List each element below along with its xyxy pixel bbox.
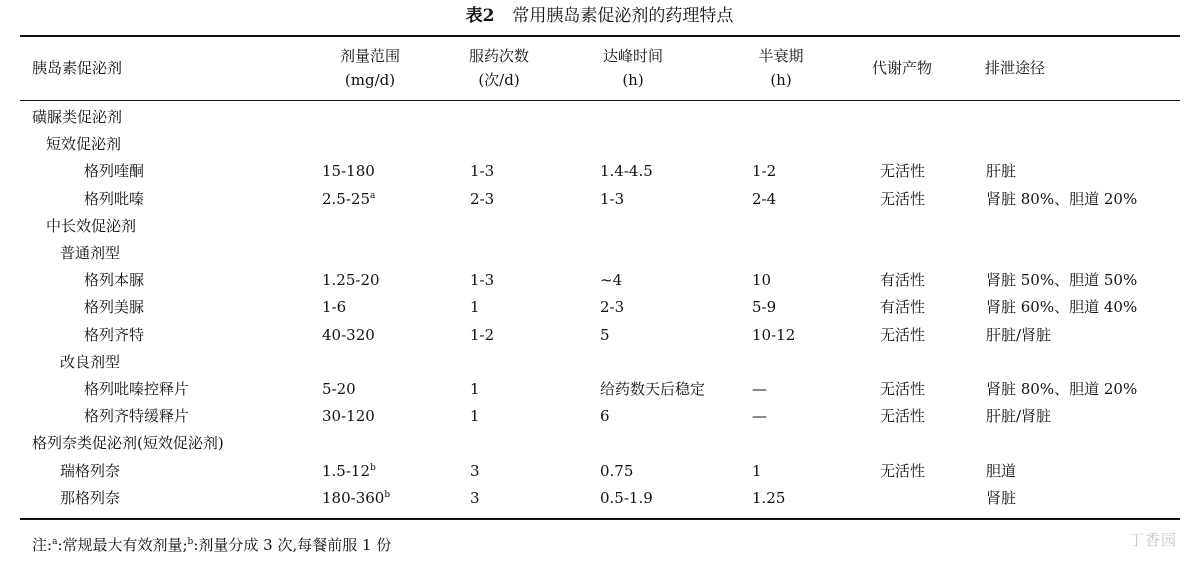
drug-name: 那格列奈: [60, 488, 121, 507]
header-rule: [20, 100, 1180, 101]
category-label: 格列奈类促泌剂(短效促泌剂): [32, 434, 224, 453]
cell-metabolite: 无活性: [880, 461, 926, 480]
cell-dose: 15-180: [322, 162, 375, 181]
cell-frequency: 2-3: [470, 189, 495, 208]
cell-half-life: —: [752, 380, 767, 398]
cell-dose: 180-360$^b$: [322, 488, 391, 507]
cell-half-life: 10-12: [752, 325, 796, 344]
cell-metabolite: 无活性: [880, 380, 926, 398]
cell-half-life: —: [752, 407, 767, 426]
footnote-marker: b: [370, 462, 376, 473]
col-header-drug: 胰岛素促泌剂: [32, 59, 123, 77]
cell-metabolite: 无活性: [880, 325, 926, 344]
cell-dose: 2.5-25$^a$: [322, 189, 376, 208]
cell-excretion: 肝脏/肾脏: [986, 407, 1052, 426]
drug-name: 格列本脲: [84, 271, 145, 290]
cell-frequency: 1-2: [470, 325, 495, 344]
cell-excretion: 肾脏 80%、胆道 20%: [986, 189, 1138, 208]
drug-name: 格列喹酮: [84, 162, 145, 181]
cell-dose: 1.5-12$^b$: [322, 461, 376, 480]
cell-peak-time: 给药数天后稳定: [600, 380, 706, 398]
cell-excretion: 肝脏/肾脏: [986, 325, 1052, 344]
cell-dose: 5-20: [322, 380, 356, 398]
bottom-rule: [20, 518, 1180, 520]
cell-frequency: 1-3: [470, 271, 495, 290]
cell-frequency: 1: [470, 380, 480, 398]
drug-name: 格列齐特: [84, 325, 145, 344]
cell-dose: 30-120: [322, 407, 375, 426]
cell-excretion: 肝脏: [986, 162, 1017, 181]
cell-peak-time: 0.75: [600, 461, 634, 480]
drug-name: 格列吡嗪控释片: [84, 380, 190, 398]
col-header-frequency: 服药次数 (次/d): [468, 47, 529, 89]
cell-excretion: 肾脏: [986, 488, 1017, 507]
drug-name: 格列美脲: [84, 298, 145, 317]
table-caption: 常用胰岛素促泌剂的药理特点: [512, 6, 734, 26]
cell-peak-time: 0.5-1.9: [600, 488, 653, 507]
cell-half-life: 1: [752, 461, 762, 480]
cell-metabolite: 无活性: [880, 407, 926, 426]
cell-excretion: 肾脏 60%、胆道 40%: [986, 298, 1138, 317]
cell-peak-time: ~4: [600, 271, 623, 290]
col-header-peak-time: 达峰时间 (h): [602, 47, 663, 89]
cell-frequency: 1-3: [470, 162, 495, 181]
footnote-marker: b: [384, 489, 391, 500]
cell-peak-time: 1.4-4.5: [600, 162, 653, 181]
cell-excretion: 胆道: [986, 461, 1017, 480]
category-label: 短效促泌剂: [46, 135, 122, 154]
cell-excretion: 肾脏 80%、胆道 20%: [986, 380, 1138, 398]
col-header-dose: 剂量范围 (mg/d): [339, 47, 400, 89]
cell-frequency: 3: [470, 488, 480, 507]
cell-peak-time: 1-3: [600, 189, 625, 208]
cell-metabolite: 无活性: [880, 162, 926, 181]
cell-metabolite: 有活性: [880, 298, 926, 317]
category-label: 磺脲类促泌剂: [32, 108, 123, 126]
table-footnote: 注:$^a$:常规最大有效剂量;$^b$:剂量分成 3 次,每餐前服 1 份: [32, 536, 392, 554]
col-header-half-life: 半衰期 (h): [758, 47, 804, 89]
drug-name: 格列齐特缓释片: [84, 407, 190, 426]
table-title: [0, 4, 1199, 28]
cell-half-life: 5-9: [752, 298, 777, 317]
col-header-metabolite: 代谢产物: [872, 59, 933, 77]
cell-peak-time: 5: [600, 325, 610, 344]
cell-frequency: 3: [470, 461, 480, 480]
footnote-marker: a: [370, 190, 376, 201]
cell-frequency: 1: [470, 407, 480, 426]
col-header-excretion: 排泄途径: [985, 59, 1046, 77]
cell-half-life: 10: [752, 271, 772, 290]
cell-half-life: 2-4: [752, 189, 777, 208]
category-label: 改良剂型: [60, 352, 121, 371]
cell-peak-time: 2-3: [600, 298, 625, 317]
top-rule: [20, 35, 1180, 37]
category-label: 普通剂型: [60, 244, 121, 262]
cell-metabolite: 无活性: [880, 189, 926, 208]
cell-half-life: 1-2: [752, 162, 777, 181]
cell-excretion: 肾脏 50%、胆道 50%: [986, 271, 1138, 290]
cell-peak-time: 6: [600, 407, 610, 426]
cell-dose: 1-6: [322, 298, 347, 317]
drug-name: 瑞格列奈: [60, 461, 121, 480]
cell-metabolite: 有活性: [880, 271, 926, 290]
drug-name: 格列吡嗪: [84, 189, 145, 208]
cell-frequency: 1: [470, 298, 480, 317]
cell-half-life: 1.25: [752, 488, 786, 507]
table-number: 表2: [465, 6, 495, 26]
cell-dose: 40-320: [322, 325, 375, 344]
category-label: 中长效促泌剂: [46, 216, 137, 235]
cell-dose: 1.25-20: [322, 271, 380, 290]
watermark-logo: 丁香园: [1128, 531, 1177, 549]
